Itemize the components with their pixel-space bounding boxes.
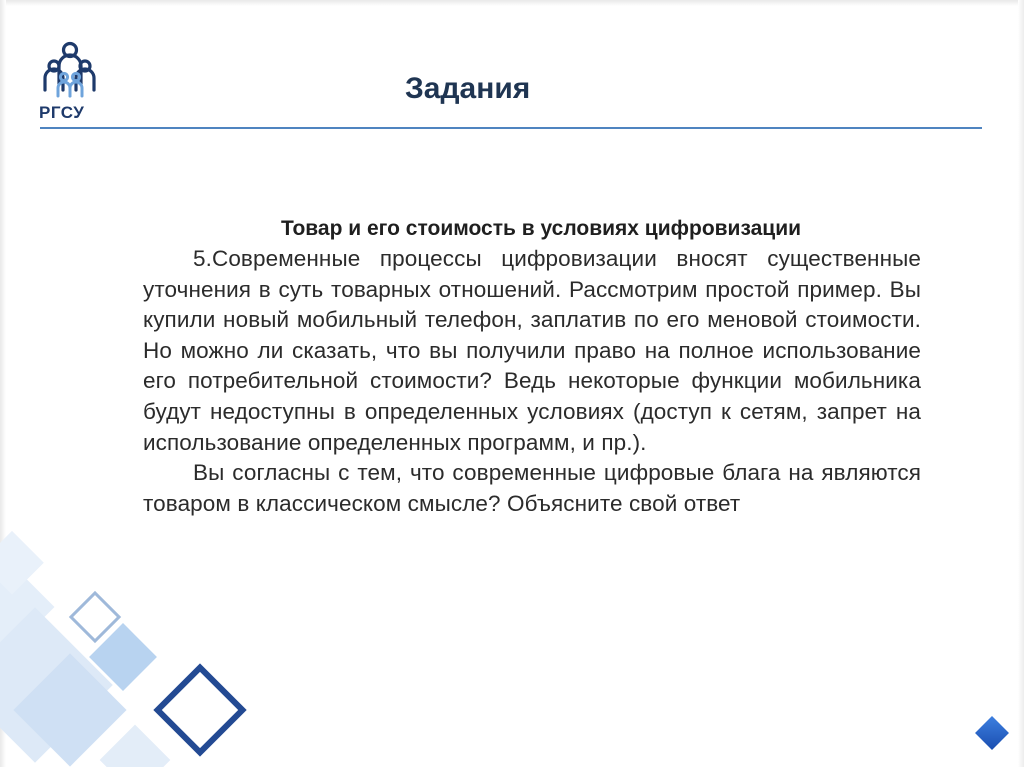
rgsu-logo xyxy=(38,40,100,124)
decorative-diamonds xyxy=(0,520,260,767)
content-block xyxy=(143,213,921,519)
deco-diamond xyxy=(100,725,171,767)
logo-text: РГСУ xyxy=(39,103,85,122)
people-group-icon xyxy=(38,40,100,102)
page-title: Задания xyxy=(405,72,531,105)
frame-right-edge xyxy=(1018,0,1024,767)
corner-diamond-icon xyxy=(972,713,1012,753)
paragraph-2: Вы согласны с тем, что современные цифровые блага на являются товаром в классическом смысле? Объясните свой ответ xyxy=(143,460,921,516)
frame-top-edge xyxy=(0,0,1024,6)
deco-diamond-outline xyxy=(158,668,243,753)
title-divider xyxy=(40,127,982,129)
paragraph-1: 5.Современные процессы цифровизации вносят существенные уточнения в суть товарных отношений. Рассмотрим простой пример. Вы купили новый мобильный телефон, заплатив по его меновой стоимости. Но можно ли сказать, что вы получили право на полное использование его потребительной стоимости? Ведь некоторые функции мобильника будут недоступны в определенных условиях (доступ к сетям, запрет на использование определенных программ, и пр.). xyxy=(143,246,921,455)
subheading: Товар и его стоимость в условиях цифровизации xyxy=(280,217,802,240)
deco-diamond-outline xyxy=(71,593,119,641)
